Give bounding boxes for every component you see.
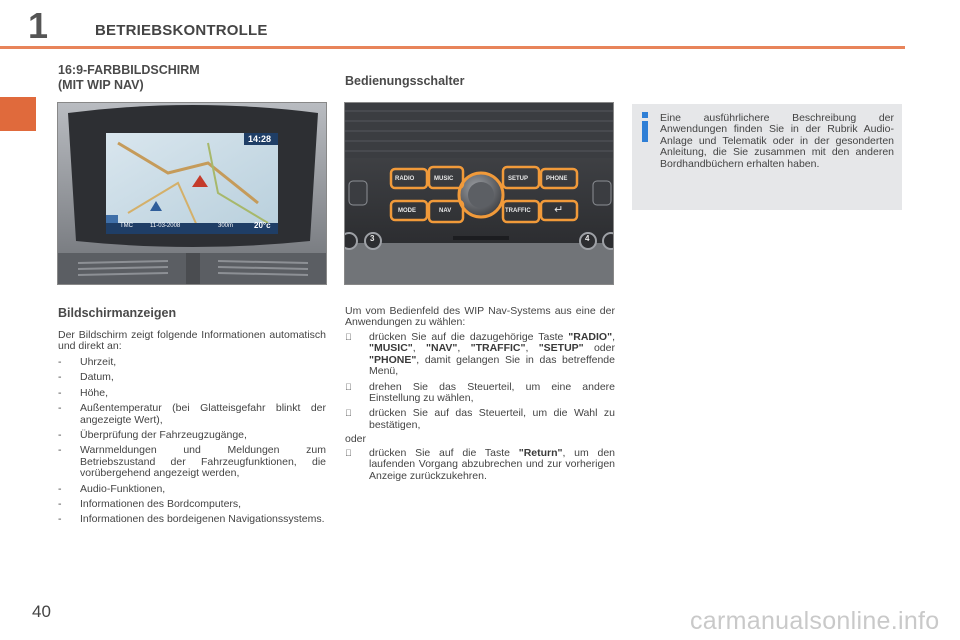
list-item: - Außentemperatur (bei Glatteisgefahr blinkt der angezeigte Wert), (58, 402, 326, 426)
nav-button[interactable]: NAV (439, 208, 452, 214)
list-item: - Höhe, (58, 386, 109, 399)
list-item: - Informationen des Bordcomputers, (58, 498, 242, 511)
phone-button[interactable]: PHONE (546, 176, 568, 182)
chapter-side-tab (0, 97, 36, 131)
radio-button[interactable]: RADIO (395, 176, 415, 182)
knob-4-label: 4 (585, 234, 590, 243)
music-button[interactable]: MUSIC (434, 176, 454, 182)
list-item: drücken Sie auf das Steuerteil, um die Wahl zu bestätigen, (369, 407, 615, 431)
screen-title: 16:9-FARBBILDSCHIRM (MIT WIP NAV) (58, 63, 200, 92)
controls-steps (345, 332, 615, 435)
list-item: - Uhrzeit, (58, 356, 117, 368)
list-item: - Audio-Funktionen, (58, 482, 166, 495)
return-button[interactable]: ↵ (554, 204, 564, 216)
display-info-list (58, 357, 326, 530)
setup-button[interactable]: SETUP (508, 176, 529, 182)
list-item: drehen Sie das Steuerteil, um eine andere Einstellung zu wählen, (369, 380, 615, 405)
page-number: 40 (32, 602, 51, 621)
list-item: - Warnmeldungen und Meldungen zum Betriebszustand der Fahrzeugfunktionen, die vorübergehend angezeigt werden, (58, 444, 326, 480)
screen-date: 11-03-2008 (150, 223, 181, 229)
header-rule (0, 46, 905, 49)
info-text: Eine ausführlichere Beschreibung der Anwendungen finden Sie in der Rubrik Audio-Anlage und Telematik oder in der gesonderten Anleitung, die Sie zusammen mit den anderen Bordhandbüchern erhalten haben. (660, 112, 894, 170)
chapter-title: BETRIEBSKONTROLLE (95, 22, 268, 39)
controls-return-step (345, 448, 615, 486)
controls-section-title: Bedienungsschalter (345, 74, 465, 88)
list-item: - Datum, (58, 371, 114, 384)
list-item: - Überprüfung der Fahrzeugzugänge, (58, 429, 247, 442)
info-box (632, 104, 902, 210)
mode-button[interactable]: MODE (398, 208, 416, 214)
watermark: carmanualsonline.info (690, 607, 940, 635)
list-item: drücken Sie auf die Taste "Return", um den laufenden Vorgang abzubrechen und zur vorherigen Anzeige zurückzukehren. (369, 447, 616, 482)
screen-tmc: TMC (120, 223, 133, 229)
screen-photo (57, 102, 327, 285)
screen-temperature: 20°c (254, 221, 271, 230)
list-item: drücken Sie auf die dazugehörige Taste "RADIO", "MUSIC", "NAV", "TRAFFIC", "SETUP" oder "PHONE", damit gelangen Sie in das betreffende Menü, (369, 331, 615, 378)
knob-3-label: 3 (370, 234, 375, 243)
list-item: - Informationen des bordeigenen Navigationssystems. (58, 513, 325, 526)
screen-altitude: 300m (218, 223, 234, 229)
controls-intro: Um vom Bedienfeld des WIP Nav-Systems aus eine der Anwendungen zu wählen: (345, 305, 615, 329)
control-panel-photo (344, 102, 614, 285)
display-intro: Der Bildschirm zeigt folgende Informationen automatisch und direkt an: (58, 329, 326, 353)
display-section-title: Bildschirmanzeigen (58, 306, 177, 320)
screen-time: 14:28 (248, 134, 272, 144)
info-icon (640, 112, 650, 142)
traffic-button[interactable]: TRAFFIC (505, 208, 531, 214)
chapter-number: 1 (28, 5, 49, 46)
oder-label: oder (345, 433, 367, 445)
